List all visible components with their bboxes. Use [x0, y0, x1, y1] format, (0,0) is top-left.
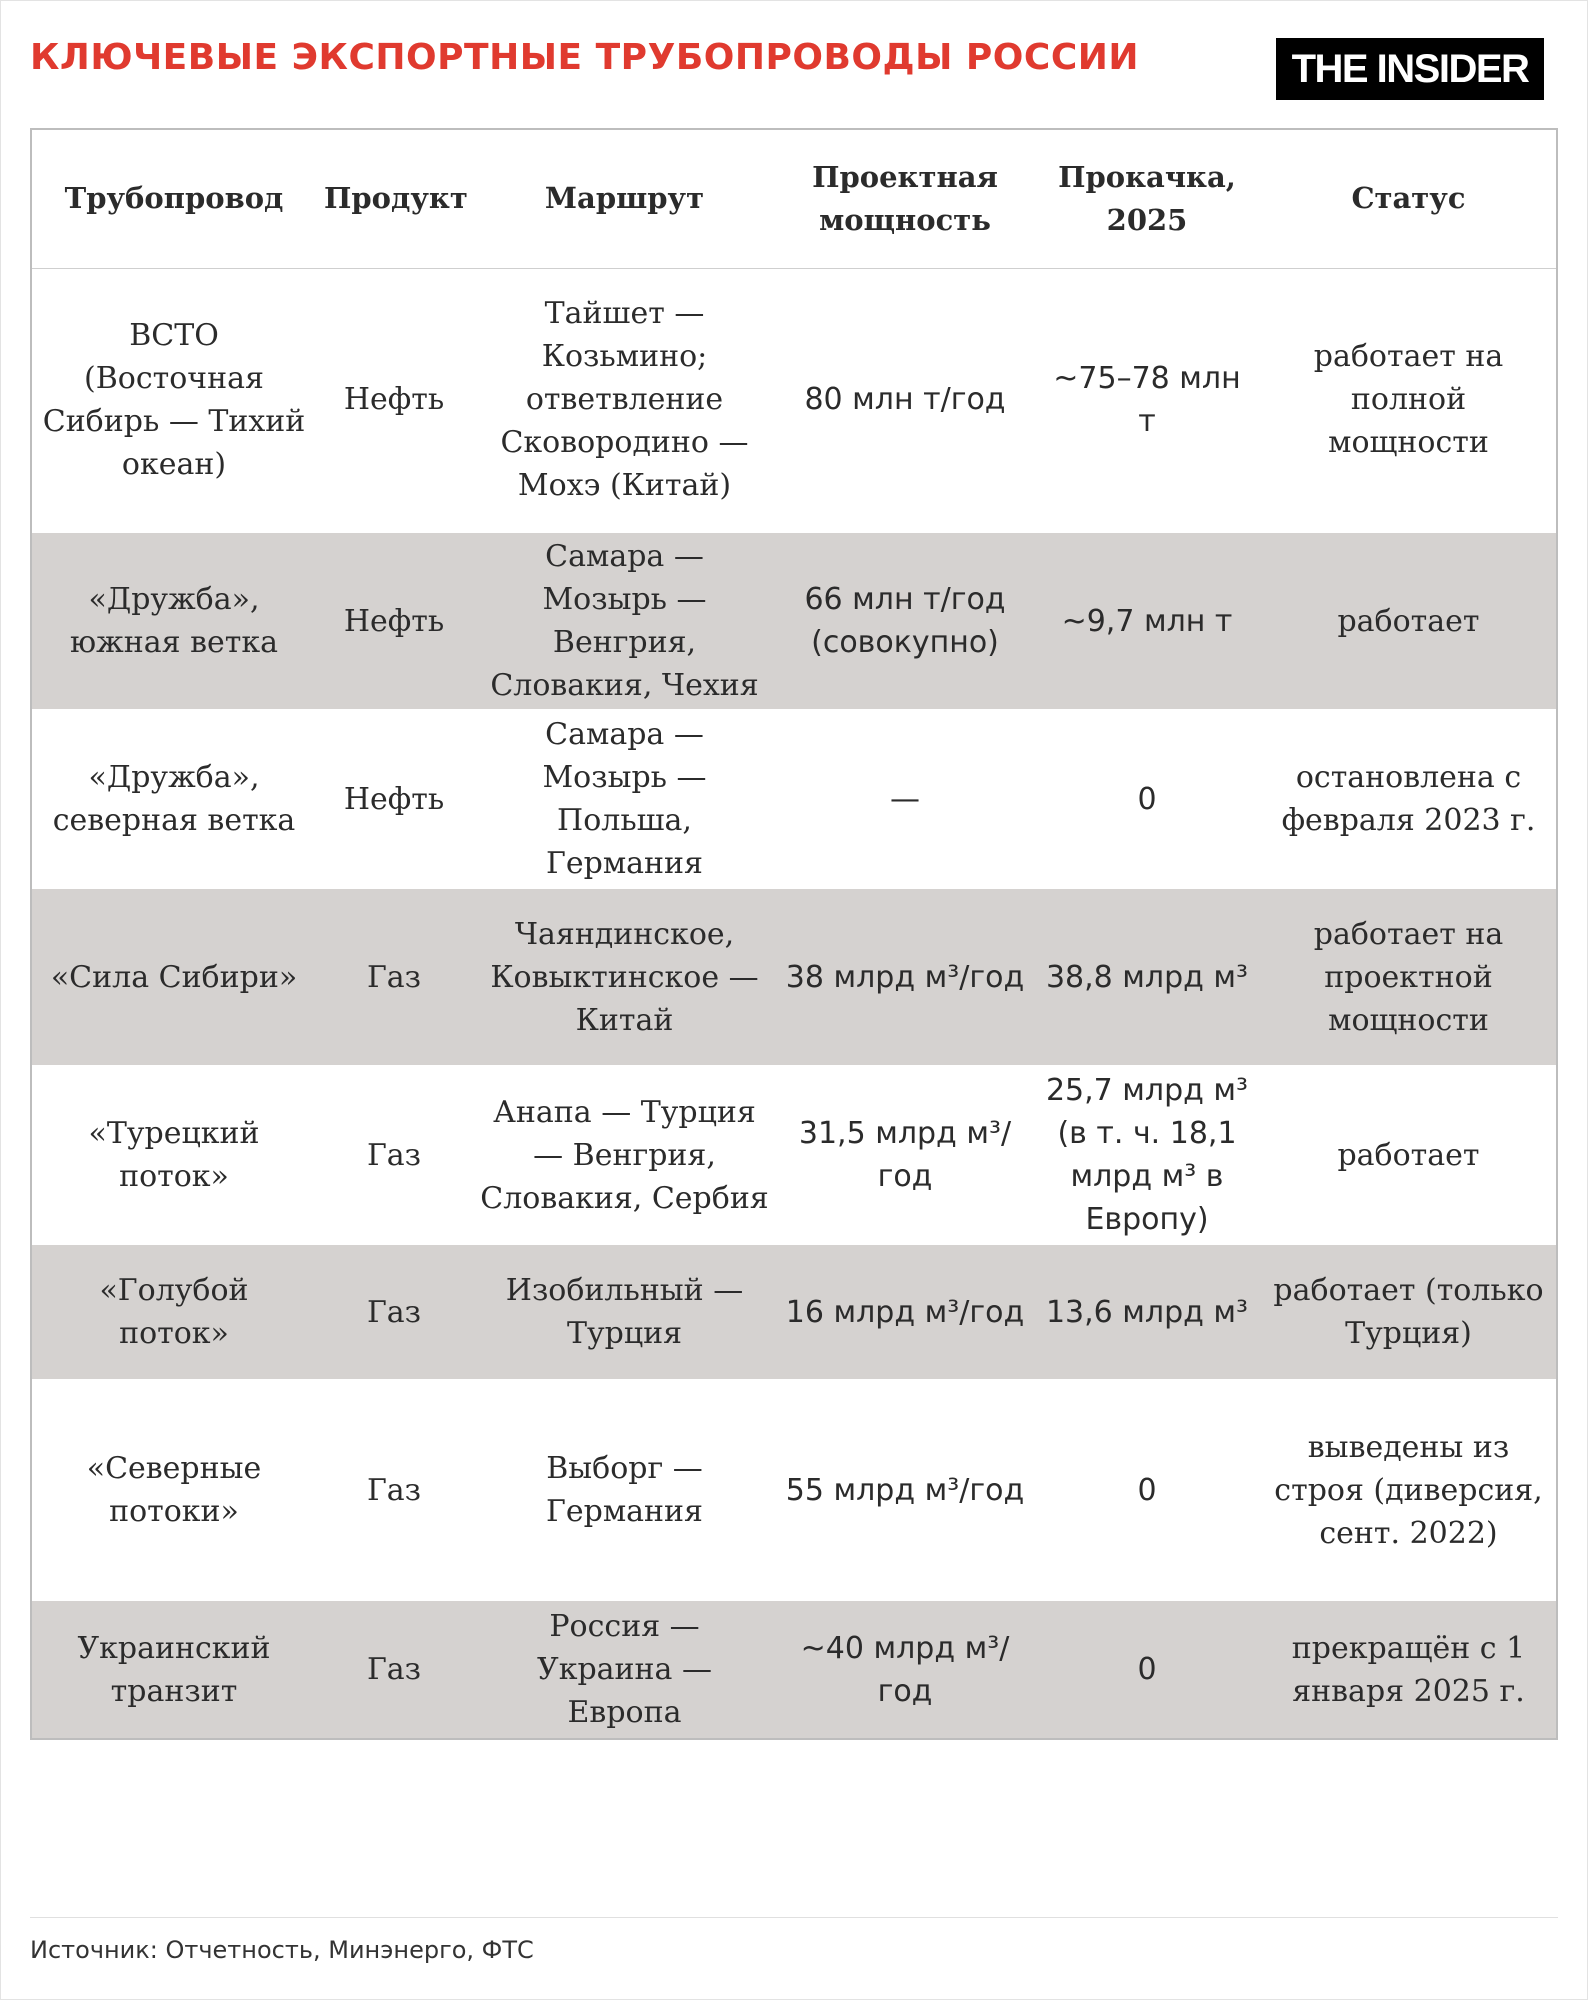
- cell-route: Самара — Мозырь — Венгрия, Словакия, Чехия: [472, 532, 777, 710]
- cell-throughput: 0: [1033, 1600, 1261, 1738]
- cell-pipeline: «Турецкий поток»: [32, 1066, 316, 1244]
- cell-throughput: 25,7 млрд м³ (в т. ч. 18,1 млрд м³ в Европу): [1033, 1066, 1261, 1244]
- cell-pipeline: «Дружба», южная ветка: [32, 532, 316, 710]
- cell-status: работает: [1261, 532, 1556, 710]
- cell-capacity: 31,5 млрд м³/год: [777, 1066, 1033, 1244]
- pipelines-table: [32, 130, 1556, 1738]
- table-row: [32, 710, 1556, 888]
- table-row: [32, 1600, 1556, 1738]
- cell-route: Анапа — Турция — Венгрия, Словакия, Сербия: [472, 1066, 777, 1244]
- cell-route: Выборг — Германия: [472, 1380, 777, 1600]
- cell-product: Нефть: [316, 710, 472, 888]
- cell-throughput: ~75–78 млн т: [1033, 268, 1261, 532]
- cell-status: работает: [1261, 1066, 1556, 1244]
- cell-throughput: 0: [1033, 1380, 1261, 1600]
- source-note: Источник: Отчетность, Минэнерго, ФТС: [30, 1936, 534, 1964]
- cell-status: остановлена с февраля 2023 г.: [1261, 710, 1556, 888]
- cell-route: Россия — Украина — Европа: [472, 1600, 777, 1738]
- source-divider: [30, 1917, 1558, 1918]
- cell-throughput: 13,6 млрд м³: [1033, 1244, 1261, 1380]
- cell-product: Газ: [316, 888, 472, 1066]
- cell-capacity: 66 млн т/год (совокупно): [777, 532, 1033, 710]
- cell-throughput: ~9,7 млн т: [1033, 532, 1261, 710]
- header-route: Маршрут: [472, 130, 777, 268]
- cell-route: Самара — Мозырь — Польша, Германия: [472, 710, 777, 888]
- cell-capacity: 80 млн т/год: [777, 268, 1033, 532]
- cell-pipeline: Украинский транзит: [32, 1600, 316, 1738]
- table-row: [32, 1244, 1556, 1380]
- header-status: Статус: [1261, 130, 1556, 268]
- cell-throughput: 38,8 млрд м³: [1033, 888, 1261, 1066]
- table-row: [32, 1380, 1556, 1600]
- cell-capacity: 55 млрд м³/год: [777, 1380, 1033, 1600]
- cell-product: Газ: [316, 1380, 472, 1600]
- cell-product: Нефть: [316, 268, 472, 532]
- cell-status: работает (только Турция): [1261, 1244, 1556, 1380]
- table-row: [32, 268, 1556, 532]
- cell-capacity: 38 млрд м³/год: [777, 888, 1033, 1066]
- cell-product: Газ: [316, 1244, 472, 1380]
- table-row: [32, 888, 1556, 1066]
- cell-pipeline: «Северные потоки»: [32, 1380, 316, 1600]
- cell-product: Газ: [316, 1066, 472, 1244]
- cell-throughput: 0: [1033, 710, 1261, 888]
- cell-status: выведены из строя (диверсия, сент. 2022): [1261, 1380, 1556, 1600]
- cell-capacity: —: [777, 710, 1033, 888]
- cell-pipeline: «Сила Сибири»: [32, 888, 316, 1066]
- cell-pipeline: «Голубой поток»: [32, 1244, 316, 1380]
- table-row: [32, 532, 1556, 710]
- page-title: КЛЮЧЕВЫЕ ЭКСПОРТНЫЕ ТРУБОПРОВОДЫ РОССИИ: [30, 37, 1140, 78]
- cell-product: Газ: [316, 1600, 472, 1738]
- table-row: [32, 1066, 1556, 1244]
- the-insider-logo: THE INSIDER: [1276, 38, 1544, 100]
- header-product: Продукт: [316, 130, 472, 268]
- cell-status: работает на полной мощности: [1261, 268, 1556, 532]
- cell-product: Нефть: [316, 532, 472, 710]
- cell-pipeline: «Дружба», северная ветка: [32, 710, 316, 888]
- table-header-row: [32, 130, 1556, 268]
- pipelines-table-container: [30, 128, 1558, 1740]
- cell-capacity: 16 млрд м³/год: [777, 1244, 1033, 1380]
- header-throughput: Прокачка, 2025: [1033, 130, 1261, 268]
- cell-capacity: ~40 млрд м³/год: [777, 1600, 1033, 1738]
- cell-route: Изобильный — Турция: [472, 1244, 777, 1380]
- cell-pipeline: ВСТО (Восточная Сибирь — Тихий океан): [32, 268, 316, 532]
- header-pipeline: Трубопровод: [32, 130, 316, 268]
- cell-route: Тайшет — Козьмино; ответвление Сковородино — Мохэ (Китай): [472, 268, 777, 532]
- cell-status: работает на проектной мощности: [1261, 888, 1556, 1066]
- header-capacity: Проектная мощность: [777, 130, 1033, 268]
- cell-route: Чаяндинское, Ковыктинское — Китай: [472, 888, 777, 1066]
- cell-status: прекращён с 1 января 2025 г.: [1261, 1600, 1556, 1738]
